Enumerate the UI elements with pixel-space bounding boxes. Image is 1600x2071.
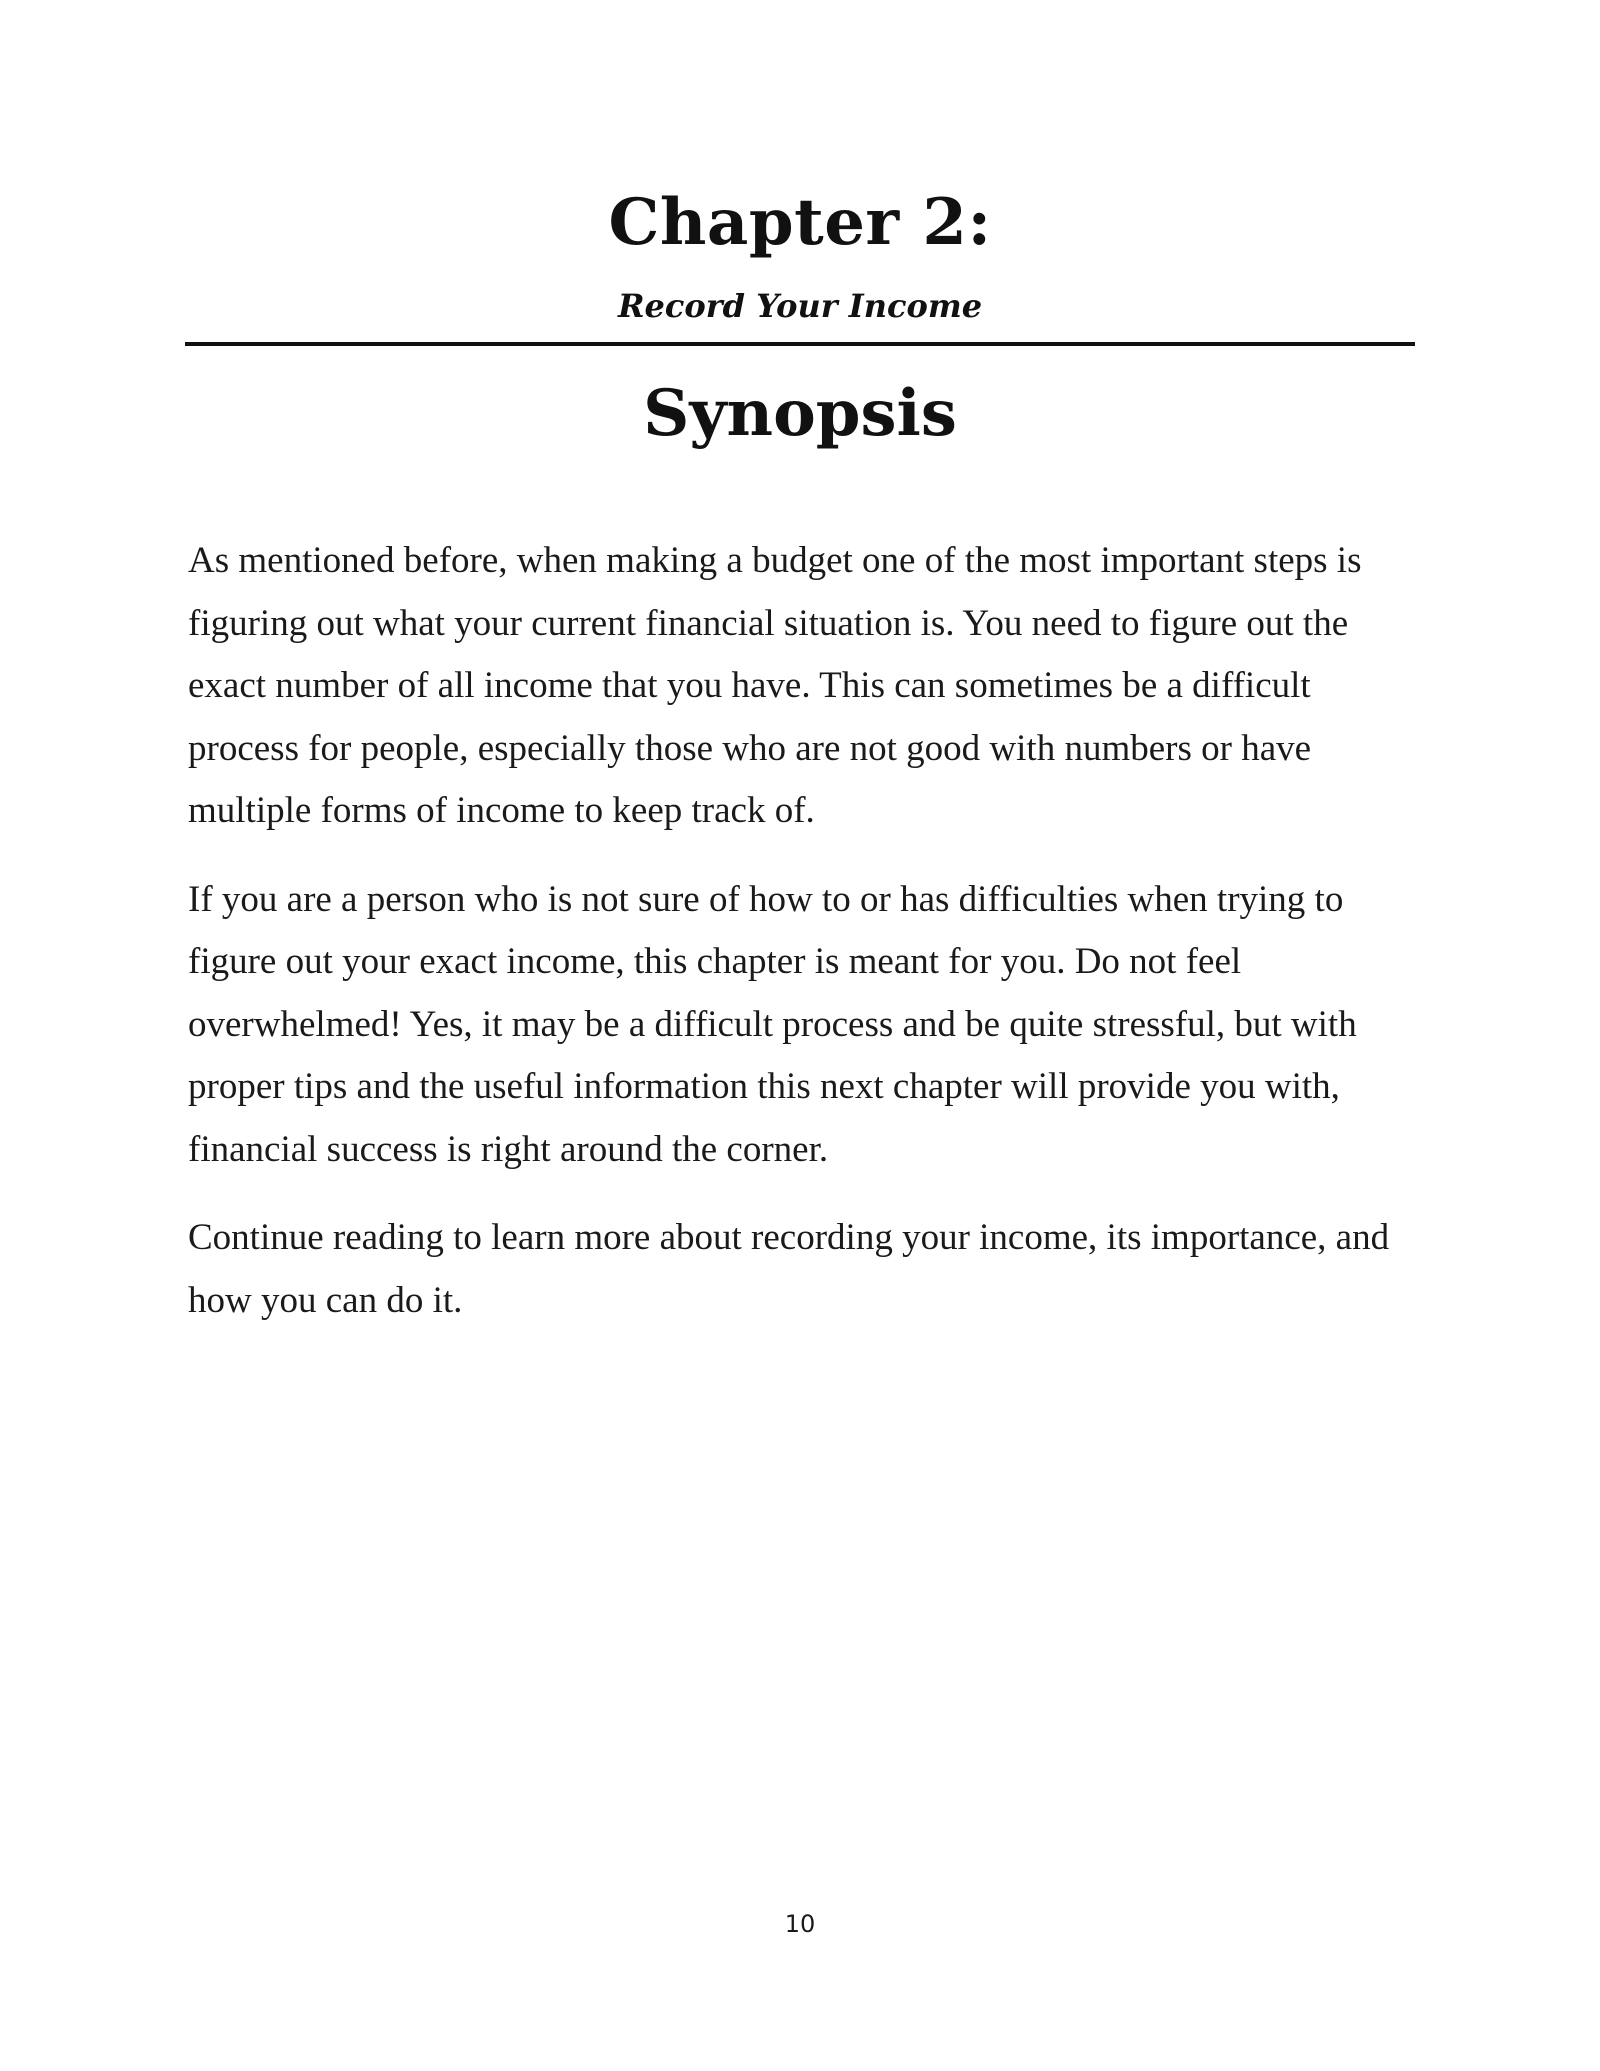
title-divider xyxy=(185,342,1415,346)
body-text xyxy=(188,530,1418,1358)
paragraph-2: If you are a person who is not sure of how to or has difficulties when trying to figure out your exact income, this chapter is meant for you. Do not feel overwhelmed! Yes, it may be a difficult process and be quite stressful, but with proper tips and the useful information this next chapter will provide you with, financial success is right around the corner. xyxy=(188,878,1357,1170)
chapter-subtitle: Record Your Income xyxy=(617,287,983,325)
paragraph-1: As mentioned before, when making a budget one of the most important steps is figuring out what your current financial situation is. You need to figure out the exact number of all income that you have. This can sometimes be a difficult process for people, especially those who are not good with numbers or have multiple forms of income to keep track of. xyxy=(188,540,1362,831)
section-title: Synopsis xyxy=(643,376,957,451)
page-number: 10 xyxy=(784,1910,816,1938)
chapter-title: Chapter 2: xyxy=(608,185,992,260)
paragraph-3: Continue reading to learn more about recording your income, its importance, and how you can do it. xyxy=(188,1217,1390,1321)
